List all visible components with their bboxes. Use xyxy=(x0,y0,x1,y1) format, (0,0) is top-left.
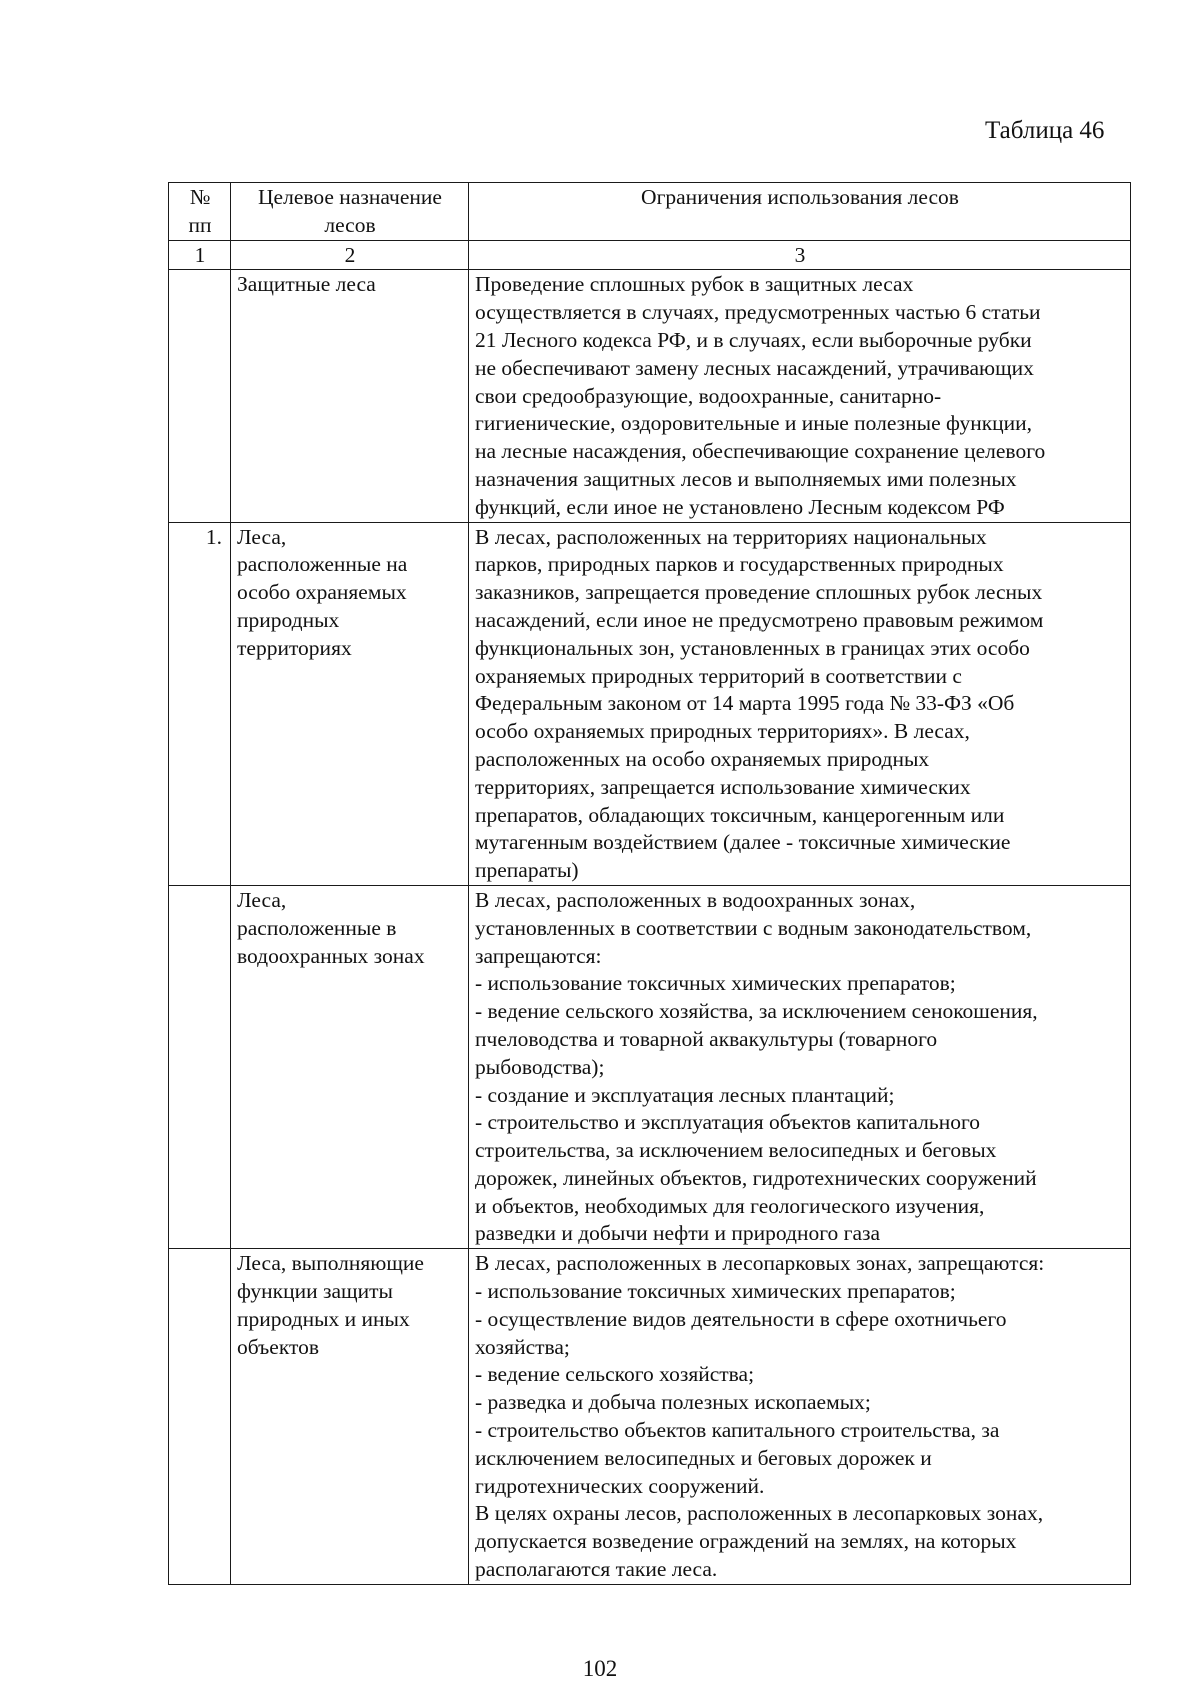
restriction-line: - ведение сельского хозяйства; xyxy=(475,1362,755,1387)
header-number-line: № xyxy=(189,185,211,209)
header-purpose-line: Целевое назначение xyxy=(258,185,442,209)
row-restrictions-cell xyxy=(469,522,1131,885)
restriction-line: Проведение сплошных рубок в защитных лесах xyxy=(475,272,914,297)
restriction-line: исключением велосипедных и беговых дорожек и xyxy=(475,1445,932,1470)
purpose-line: расположенные на xyxy=(237,552,408,577)
restriction-line: функций, если иное не установлено Лесным кодексом РФ xyxy=(475,494,1005,519)
header-purpose-line: лесов xyxy=(324,212,376,237)
row-number-cell xyxy=(169,1249,231,1585)
restriction-line: установленных в соответствии с водным законодательством, xyxy=(475,915,1032,940)
header-number-cell xyxy=(169,183,231,241)
header-purpose-cell xyxy=(231,183,469,241)
purpose-line: особо охраняемых xyxy=(237,580,407,605)
restrictions-table xyxy=(168,182,1131,1585)
restriction-line: особо охраняемых природных территориях». В лесах, xyxy=(475,719,970,744)
table-row xyxy=(169,1249,1131,1585)
restriction-line: и объектов, необходимых для геологического изучения, xyxy=(475,1193,985,1218)
row-purpose-cell xyxy=(231,1249,469,1585)
purpose-line: Леса, выполняющие xyxy=(237,1251,424,1276)
purpose-line: Леса, xyxy=(237,887,287,912)
restriction-line: - создание и эксплуатация лесных плантаций; xyxy=(475,1082,895,1107)
column-number-cell: 2 xyxy=(231,240,469,270)
table-row xyxy=(169,522,1131,885)
restriction-line: препараты) xyxy=(475,858,579,883)
restriction-line: строительства, за исключением велосипедных и беговых xyxy=(475,1138,997,1163)
restriction-line: гидротехнических сооружений. xyxy=(475,1473,765,1498)
purpose-line: объектов xyxy=(237,1334,319,1359)
restriction-line: - использование токсичных химических препаратов; xyxy=(475,971,956,996)
column-number-row xyxy=(169,240,1131,270)
purpose-line: водоохранных зонах xyxy=(237,943,425,968)
restriction-line: препаратов, обладающих токсичным, канцерогенным или xyxy=(475,802,1005,827)
restriction-line: - ведение сельского хозяйства, за исключением сенокошения, xyxy=(475,999,1038,1024)
restriction-line: пчеловодства и товарной аквакультуры (товарного xyxy=(475,1026,938,1051)
row-purpose-cell xyxy=(231,270,469,522)
restriction-line: осуществляется в случаях, предусмотренных частью 6 статьи xyxy=(475,300,1041,325)
row-number-cell xyxy=(169,270,231,522)
row-restrictions-cell xyxy=(469,885,1131,1248)
row-purpose-cell xyxy=(231,885,469,1248)
table-header-row xyxy=(169,183,1131,241)
restriction-line: функциональных зон, установленных в границах этих особо xyxy=(475,635,1030,660)
column-number-cell: 1 xyxy=(169,240,231,270)
restriction-line: на лесные насаждения, обеспечивающие сохранение целевого xyxy=(475,439,1046,464)
column-number-cell: 3 xyxy=(469,240,1131,270)
restriction-line: 21 Лесного кодекса РФ, и в случаях, если выборочные рубки xyxy=(475,327,1032,352)
restriction-line: свои средообразующие, водоохранные, санитарно- xyxy=(475,383,942,408)
restriction-line: Федеральным законом от 14 марта 1995 года № 33-ФЗ «Об xyxy=(475,691,1015,716)
purpose-line: природных и иных xyxy=(237,1306,410,1331)
purpose-line: функции защиты xyxy=(237,1279,393,1304)
restriction-line: гигиенические, оздоровительные и иные полезные функции, xyxy=(475,411,1033,436)
purpose-line: территориях xyxy=(237,635,352,660)
restriction-line: - использование токсичных химических препаратов; xyxy=(475,1279,956,1304)
row-restrictions-cell xyxy=(469,1249,1131,1585)
purpose-line: Защитные леса xyxy=(237,272,376,297)
row-number-cell: 1. xyxy=(169,522,231,885)
table-caption: Таблица 46 xyxy=(985,117,1105,144)
restriction-line: - разведка и добыча полезных ископаемых; xyxy=(475,1390,871,1415)
restriction-line: охраняемых природных территорий в соответствии с xyxy=(475,663,962,688)
restriction-line: не обеспечивают замену лесных насаждений, утрачивающих xyxy=(475,355,1034,380)
restriction-line: рыбоводства); xyxy=(475,1054,605,1079)
restriction-line: допускается возведение ограждений на землях, на которых xyxy=(475,1529,1017,1554)
restriction-line: разведки и добычи нефти и природного газа xyxy=(475,1221,881,1246)
restriction-line: - строительство объектов капитального строительства, за xyxy=(475,1418,1000,1443)
restriction-line: В лесах, расположенных на территориях национальных xyxy=(475,524,987,549)
restriction-line: В целях охраны лесов, расположенных в лесопарковых зонах, xyxy=(475,1501,1044,1526)
restriction-line: - строительство и эксплуатация объектов капитального xyxy=(475,1110,980,1135)
restriction-line: насаждений, если иное не предусмотрено правовым режимом xyxy=(475,607,1044,632)
restriction-line: заказников, запрещается проведение сплошных рубок лесных xyxy=(475,580,1043,605)
restriction-line: расположенных на особо охраняемых природных xyxy=(475,746,930,771)
row-number-cell xyxy=(169,885,231,1248)
restriction-line: дорожек, линейных объектов, гидротехнических сооружений xyxy=(475,1165,1037,1190)
page-number: 102 xyxy=(582,1656,618,1681)
table-row xyxy=(169,885,1131,1248)
table-row xyxy=(169,270,1131,522)
header-restrictions-cell xyxy=(469,183,1131,241)
restriction-line: парков, природных парков и государственных природных xyxy=(475,552,1004,577)
restriction-line: территориях, запрещается использование химических xyxy=(475,774,971,799)
restriction-line: - осуществление видов деятельности в сфере охотничьего xyxy=(475,1306,1007,1331)
restriction-line: В лесах, расположенных в лесопарковых зонах, запрещаются: xyxy=(475,1251,1045,1276)
purpose-line: расположенные в xyxy=(237,915,397,940)
purpose-line: Леса, xyxy=(237,524,287,549)
header-restrictions-line: Ограничения использования лесов xyxy=(641,185,959,209)
restriction-line: хозяйства; xyxy=(475,1334,570,1359)
header-number-line: пп xyxy=(188,212,212,237)
row-purpose-cell xyxy=(231,522,469,885)
row-restrictions-cell xyxy=(469,270,1131,522)
restriction-line: назначения защитных лесов и выполняемых ими полезных xyxy=(475,466,1017,491)
restriction-line: В лесах, расположенных в водоохранных зонах, xyxy=(475,887,916,912)
restriction-line: мутагенным воздействием (далее - токсичные химические xyxy=(475,830,1011,855)
restriction-line: располагаются такие леса. xyxy=(475,1557,718,1582)
restriction-line: запрещаются: xyxy=(475,943,602,968)
purpose-line: природных xyxy=(237,607,340,632)
